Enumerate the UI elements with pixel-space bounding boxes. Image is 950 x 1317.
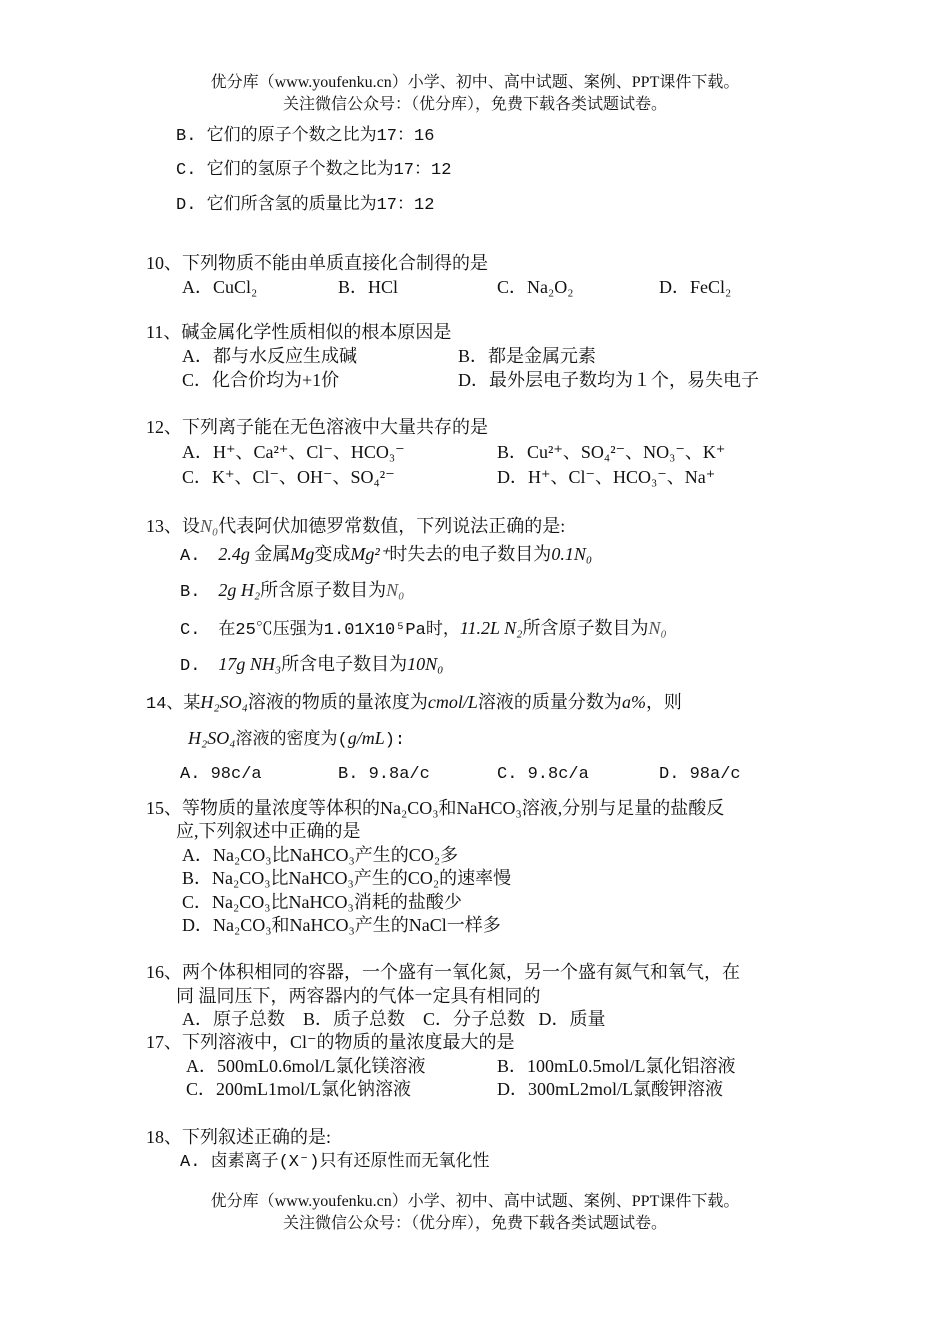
q13-c-formula: 11.2L N₂ (459, 618, 523, 638)
q14-option-c: C. 9.8c/a (497, 765, 589, 784)
q14-stem-end: ，则 (645, 692, 682, 712)
q14-line2-text: 溶液的密度为( (235, 731, 348, 750)
q14-unit: cmol/L (427, 692, 478, 712)
footer-line-1: 优分库（www.youfenku.cn）小学、初中、高中试题、案例、PPT课件下载。 (210, 1193, 740, 1210)
header-line-1: 优分库（www.youfenku.cn）小学、初中、高中试题、案例、PPT课件下载。 (210, 74, 740, 91)
q13-b-n0: N₀ (386, 580, 405, 600)
q13-c-label: C. (180, 621, 201, 640)
q16-options: A．原子总数 B．质子总数 C．分子总数 D．质量 (182, 1009, 606, 1029)
q10-option-a: A．CuCl₂ (182, 277, 258, 297)
q14-stem-mid: 溶液的物质的量浓度为 (247, 692, 428, 712)
q10-stem: 10、下列物质不能由单质直接化合制得的是 (146, 253, 488, 273)
q15-stem-line2: 应,下列叙述中正确的是 (176, 821, 361, 841)
q12-option-c: C．K⁺、Cl⁻、OH⁻、SO₄²⁻ (182, 467, 395, 487)
q12-stem: 12、下列离子能在无色溶液中大量共存的是 (146, 417, 488, 437)
q13-a-value: 0.1N₀ (551, 544, 593, 564)
q14-option-d: D. 98a/c (659, 765, 741, 784)
q13-a-mg-ion: Mg²⁺ (350, 544, 390, 564)
q14-option-a: A. 98c/a (180, 765, 262, 784)
q13-b-text: 所含原子数目为 (260, 580, 387, 600)
q14-stem-line2 (188, 727, 405, 752)
q13-b-formula: 2g H₂ (218, 580, 261, 600)
q13-option-a (180, 543, 592, 568)
q15-option-d: D．Na₂CO₃和NaHCO₃产生的NaCl一样多 (182, 915, 501, 935)
header-line-2: 关注微信公众号：（优分库），免费下载各类试题试卷。 (282, 96, 667, 113)
q11-stem: 11、碱金属化学性质相似的根本原因是 (146, 322, 452, 342)
q14-line2-end: ): (384, 731, 406, 750)
q13-a-text2: 变成 (314, 544, 351, 564)
q12-option-d: D．H⁺、Cl⁻、HCO₃⁻、Na⁺ (497, 467, 716, 487)
q15-option-c: C．Na₂CO₃比NaHCO₃消耗的盐酸少 (182, 892, 462, 912)
q14-formula-1: H₂SO₄ (200, 692, 248, 712)
q13-option-b (180, 579, 404, 604)
q17-option-a: A．500mL0.6mol/L氯化镁溶液 (186, 1056, 426, 1076)
q16-stem-line1: 16、两个体积相同的容器，一个盛有一氧化氮，另一个盛有氮气和氧气，在 (146, 962, 740, 982)
q13-d-text: 所含电子数目为 (281, 654, 408, 674)
q14-percent: a% (621, 692, 646, 712)
q9-option-b: B. 它们的原子个数之比为17：16 (176, 127, 435, 146)
q14-formula-2: H₂SO₄ (188, 728, 236, 748)
q13-d-label: D. (180, 657, 201, 676)
q13-a-mg: Mg (290, 544, 315, 564)
q11-option-b: B．都是金属元素 (458, 346, 597, 366)
q11-option-d: D．最外层电子数均为１个，易失电子 (458, 370, 759, 390)
q13-stem (146, 515, 565, 537)
q10-option-b: B．HCl (338, 277, 399, 297)
q13-option-d (180, 653, 443, 678)
q14-stem-mid2: 溶液的质量分数为 (477, 692, 622, 712)
q18-option-a: A. 卤素离子(X⁻)只有还原性而无氧化性 (180, 1153, 490, 1172)
q10-option-c: C．Na₂O₂ (497, 277, 574, 297)
q13-option-c (180, 617, 667, 642)
q12-option-b: B．Cu²⁺、SO₄²⁻、NO₃⁻、K⁺ (497, 442, 726, 462)
footer-line-2: 关注微信公众号：（优分库），免费下载各类试题试卷。 (282, 1215, 667, 1232)
q13-c-text1: 在25℃压强为1.01X10⁵Pa时， (218, 621, 460, 640)
q11-option-a: A．都与水反应生成碱 (182, 346, 357, 366)
q13-a-label: A. (180, 547, 201, 566)
q11-option-c: C．化合价均为+1价 (182, 370, 340, 390)
q9-option-c: C. 它们的氢原子个数之比为17：12 (176, 161, 452, 180)
q12-option-a: A．H⁺、Ca²⁺、Cl⁻、HCO₃⁻ (182, 442, 405, 462)
q14-stem (146, 691, 682, 716)
q13-c-text2: 所含原子数目为 (522, 618, 649, 638)
q14-unit-2: g/mL (347, 728, 385, 748)
q15-stem-line1: 15、等物质的量浓度等体积的Na₂CO₃和NaHCO₃溶液,分别与足量的盐酸反 (146, 798, 725, 818)
q17-stem: 17、下列溶液中，Cl⁻的物质的量浓度最大的是 (146, 1032, 515, 1052)
page-footer (0, 1191, 950, 1235)
q14-option-b: B. 9.8a/c (338, 765, 430, 784)
q17-option-d: D．300mL2mol/L氯酸钾溶液 (497, 1079, 723, 1099)
q15-option-b: B．Na₂CO₃比NaHCO₃产生的CO₂的速率慢 (182, 868, 512, 888)
q13-n0-symbol: N₀ (200, 516, 219, 536)
q16-stem-line2: 同 温同压下，两容器内的气体一定具有相同的 (176, 986, 541, 1006)
q18-stem: 18、下列叙述正确的是: (146, 1127, 332, 1147)
q13-d-value: 10N₀ (407, 654, 444, 674)
q13-a-text3: 时失去的电子数目为 (389, 544, 552, 564)
q13-c-n0: N₀ (648, 618, 667, 638)
q17-option-b: B．100mL0.5mol/L氯化铝溶液 (497, 1056, 736, 1076)
q13-a-mass: 2.4g (218, 544, 250, 564)
q13-d-formula: 17g NH₃ (218, 654, 282, 674)
q9-option-d: D. 它们所含氢的质量比为17：12 (176, 196, 435, 215)
q13-stem-post: 代表阿伏加德罗常数值，下列说法正确的是: (218, 516, 566, 536)
q13-a-text1: 金属 (254, 544, 291, 564)
q15-option-a: A．Na₂CO₃比NaHCO₃产生的CO₂多 (182, 845, 459, 865)
page-header (0, 72, 950, 116)
q13-stem-pre: 13、设 (146, 516, 200, 536)
q14-stem-pre: 14、某 (146, 695, 201, 714)
q17-option-c: C．200mL1mol/L氯化钠溶液 (186, 1079, 411, 1099)
q10-option-d: D．FeCl₂ (659, 277, 732, 297)
q13-b-label: B. (180, 583, 201, 602)
